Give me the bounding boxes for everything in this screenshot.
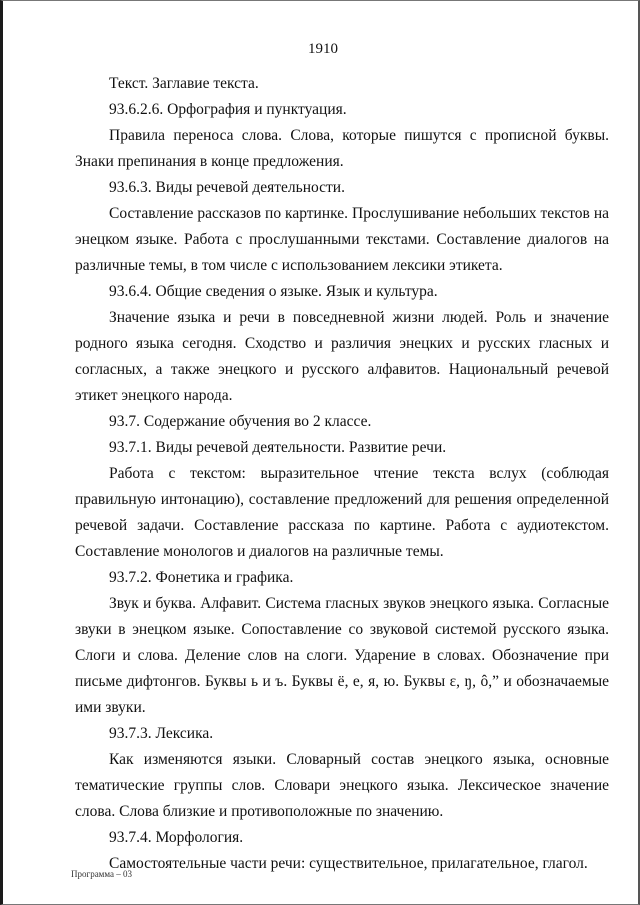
section-heading: 93.7.1. Виды речевой деятельности. Развитие речи. — [109, 439, 447, 456]
section-heading: 93.6.3. Виды речевой деятельности. — [109, 179, 345, 196]
paragraph: Как изменяются языки. Словарный состав энецкого языка, основные тематические группы слов. Словари энецкого языка. Лексическое значение слова. Слова близкие и противоположные по значению. — [75, 751, 609, 820]
paragraph: Правила переноса слова. Слова, которые пишутся с прописной буквы. Знаки препинания в конце предложения. — [75, 127, 609, 170]
section-heading: 93.6.2.6. Орфография и пунктуация. — [109, 101, 347, 118]
paragraph: Работа с текстом: выразительное чтение текста вслух (соблюдая правильную интонацию), составление предложений для решения определенной речевой задачи. Составление рассказа по картине. Работа с аудиотекстом. Составление монологов и диалогов на различные темы. — [75, 465, 609, 560]
page-number: 1910 — [308, 41, 338, 57]
paragraph: Текст. Заглавие текста. — [109, 75, 259, 92]
document-body — [75, 71, 609, 877]
paragraph: Звук и буква. Алфавит. Система гласных звуков энецкого языка. Согласные звуки в энецком языке. Сопоставление со звуковой системой русского языка. Слоги и слова. Деление слов на слоги. Ударение в словах. Обозначение при письме дифтонгов. Буквы ь и ъ. Буквы ё, е, я, ю. Буквы ɛ, ŋ, ô,” и обозначаемые ими звуки. — [75, 595, 609, 716]
paragraph: Самостоятельные части речи: существительное, прилагательное, глагол. — [109, 855, 588, 872]
paragraph: Составление рассказов по картинке. Прослушивание небольших текстов на энецком языке. Работа с прослушанными текстами. Составление диалогов на различные темы, в том числе с использованием лексики этикета. — [75, 205, 609, 274]
footer-label: Программа – 03 — [71, 869, 133, 879]
section-heading: 93.7.3. Лексика. — [109, 725, 214, 742]
section-heading: 93.7.4. Морфология. — [109, 829, 244, 846]
section-heading: 93.6.4. Общие сведения о языке. Язык и культура. — [109, 283, 438, 300]
section-heading: 93.7. Содержание обучения во 2 классе. — [109, 413, 372, 430]
paragraph: Значение языка и речи в повседневной жизни людей. Роль и значение родного языка сегодня. Сходство и различия энецких и русских гласных и согласных, а также энецкого и русского алфавитов. Национальный речевой этикет энецкого народа. — [75, 309, 609, 404]
section-heading: 93.7.2. Фонетика и графика. — [109, 569, 294, 586]
